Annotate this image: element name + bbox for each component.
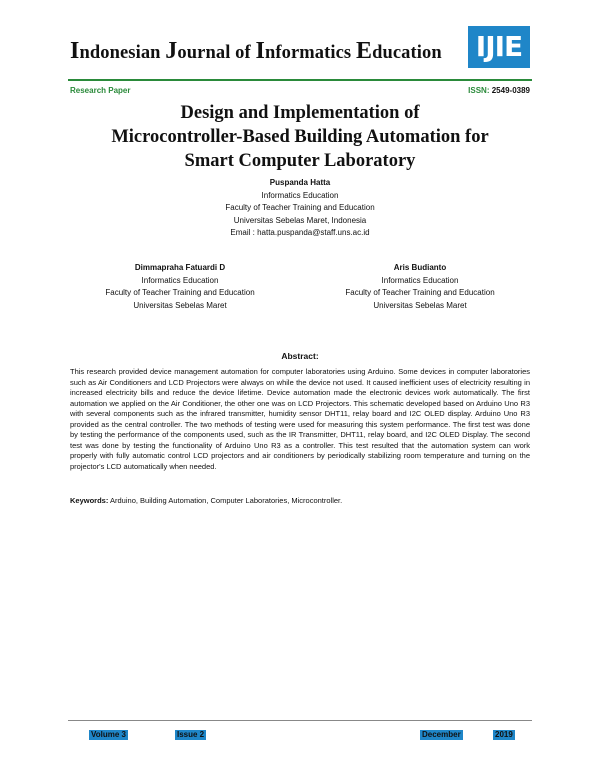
author-left <box>70 262 290 312</box>
author-affiliation: Faculty of Teacher Training and Education <box>225 203 375 212</box>
author-name: Aris Budianto <box>393 263 447 272</box>
footer-year: 2019 <box>495 730 513 739</box>
footer-month: December <box>422 730 461 739</box>
author-right <box>310 262 530 312</box>
abstract-heading: Abstract: <box>281 351 319 361</box>
keywords-text: Arduino, Building Automation, Computer Laboratories, Microcontroller. <box>108 496 343 505</box>
journal-title-rest: ducation <box>372 43 442 63</box>
keywords <box>70 496 530 506</box>
author-affiliation: Informatics Education <box>381 275 459 285</box>
author-affiliation: Faculty of Teacher Training and Education <box>105 288 255 297</box>
footer-issue: Issue 2 <box>177 730 205 739</box>
paper-title <box>60 101 540 173</box>
article-type: Research Paper <box>70 86 131 95</box>
author-affiliation: Universitas Sebelas Maret <box>373 300 467 310</box>
author-name: Puspanda Hatta <box>269 178 331 187</box>
journal-title-cap: E <box>355 38 373 64</box>
paper-title-line: Smart Computer Laboratory <box>184 151 416 171</box>
journal-logo <box>468 26 530 68</box>
abstract-body: This research provided device management automation for computer laboratories using Arduino. Some devices in computer laboratories such as Air Conditioners and LCD Projectors were always on while the device not used. It caused inefficient uses of electricity resulting in increased electricity bills and reduce the device lifetime. Device automation made the electronic devices work automatically. The first automation we applied on the Air Conditioner, the other one was on LCD Projectors. This schematic developed based on Arduino Uno R3 with several components such as the infrared transmitter, humidity sensor DHT11, relay board and I2C OLED display. Arduino Uno R3 provided as the central controller. The two methods of testing were used for measuring this system performance. The first test was done by testing the performance of the components used, such as the IR Transmitter, DHT11, relay board, and I2C OLED Display. The second test was done by testing the functionality of Arduino Uno R3 as a controller. This test resulted that the automation system can work properly with fully automatic control LCD projectors and air conditioners by periodically stabilizing room temperature and turning on the projector's LCD automatically when needed. <box>70 367 530 471</box>
journal-title-rest: ournal of <box>177 43 256 63</box>
footer-divider <box>68 720 532 721</box>
header-divider <box>68 79 532 81</box>
journal-title <box>70 38 442 65</box>
paper-title-line: Microcontroller-Based Building Automation for <box>111 127 489 147</box>
journal-title-cap: J <box>165 38 178 64</box>
author-affiliation: Informatics Education <box>261 190 339 200</box>
journal-title-cap: I <box>255 38 265 64</box>
author-affiliation: Universitas Sebelas Maret, Indonesia <box>233 215 367 225</box>
footer-volume: Volume 3 <box>91 730 126 739</box>
author-affiliation: Faculty of Teacher Training and Education <box>345 288 495 297</box>
paper-title-line: Design and Implementation of <box>180 103 420 123</box>
author-affiliation: Informatics Education <box>141 275 219 285</box>
author-main <box>200 177 400 240</box>
issn <box>468 86 530 95</box>
journal-title-rest: nformatics <box>264 43 356 63</box>
journal-title-cap: I <box>70 38 80 64</box>
keywords-label: Keywords: <box>70 496 109 505</box>
journal-title-rest: ndonesian <box>79 43 166 63</box>
author-name: Dimmapraha Fatuardi D <box>134 263 226 272</box>
issn-label: ISSN: <box>468 86 490 95</box>
author-email: Email : hatta.puspanda@staff.uns.ac.id <box>230 228 370 237</box>
journal-logo-text: IJIE <box>475 30 523 63</box>
author-affiliation: Universitas Sebelas Maret <box>133 300 227 310</box>
issn-value: 2549-0389 <box>491 86 530 95</box>
